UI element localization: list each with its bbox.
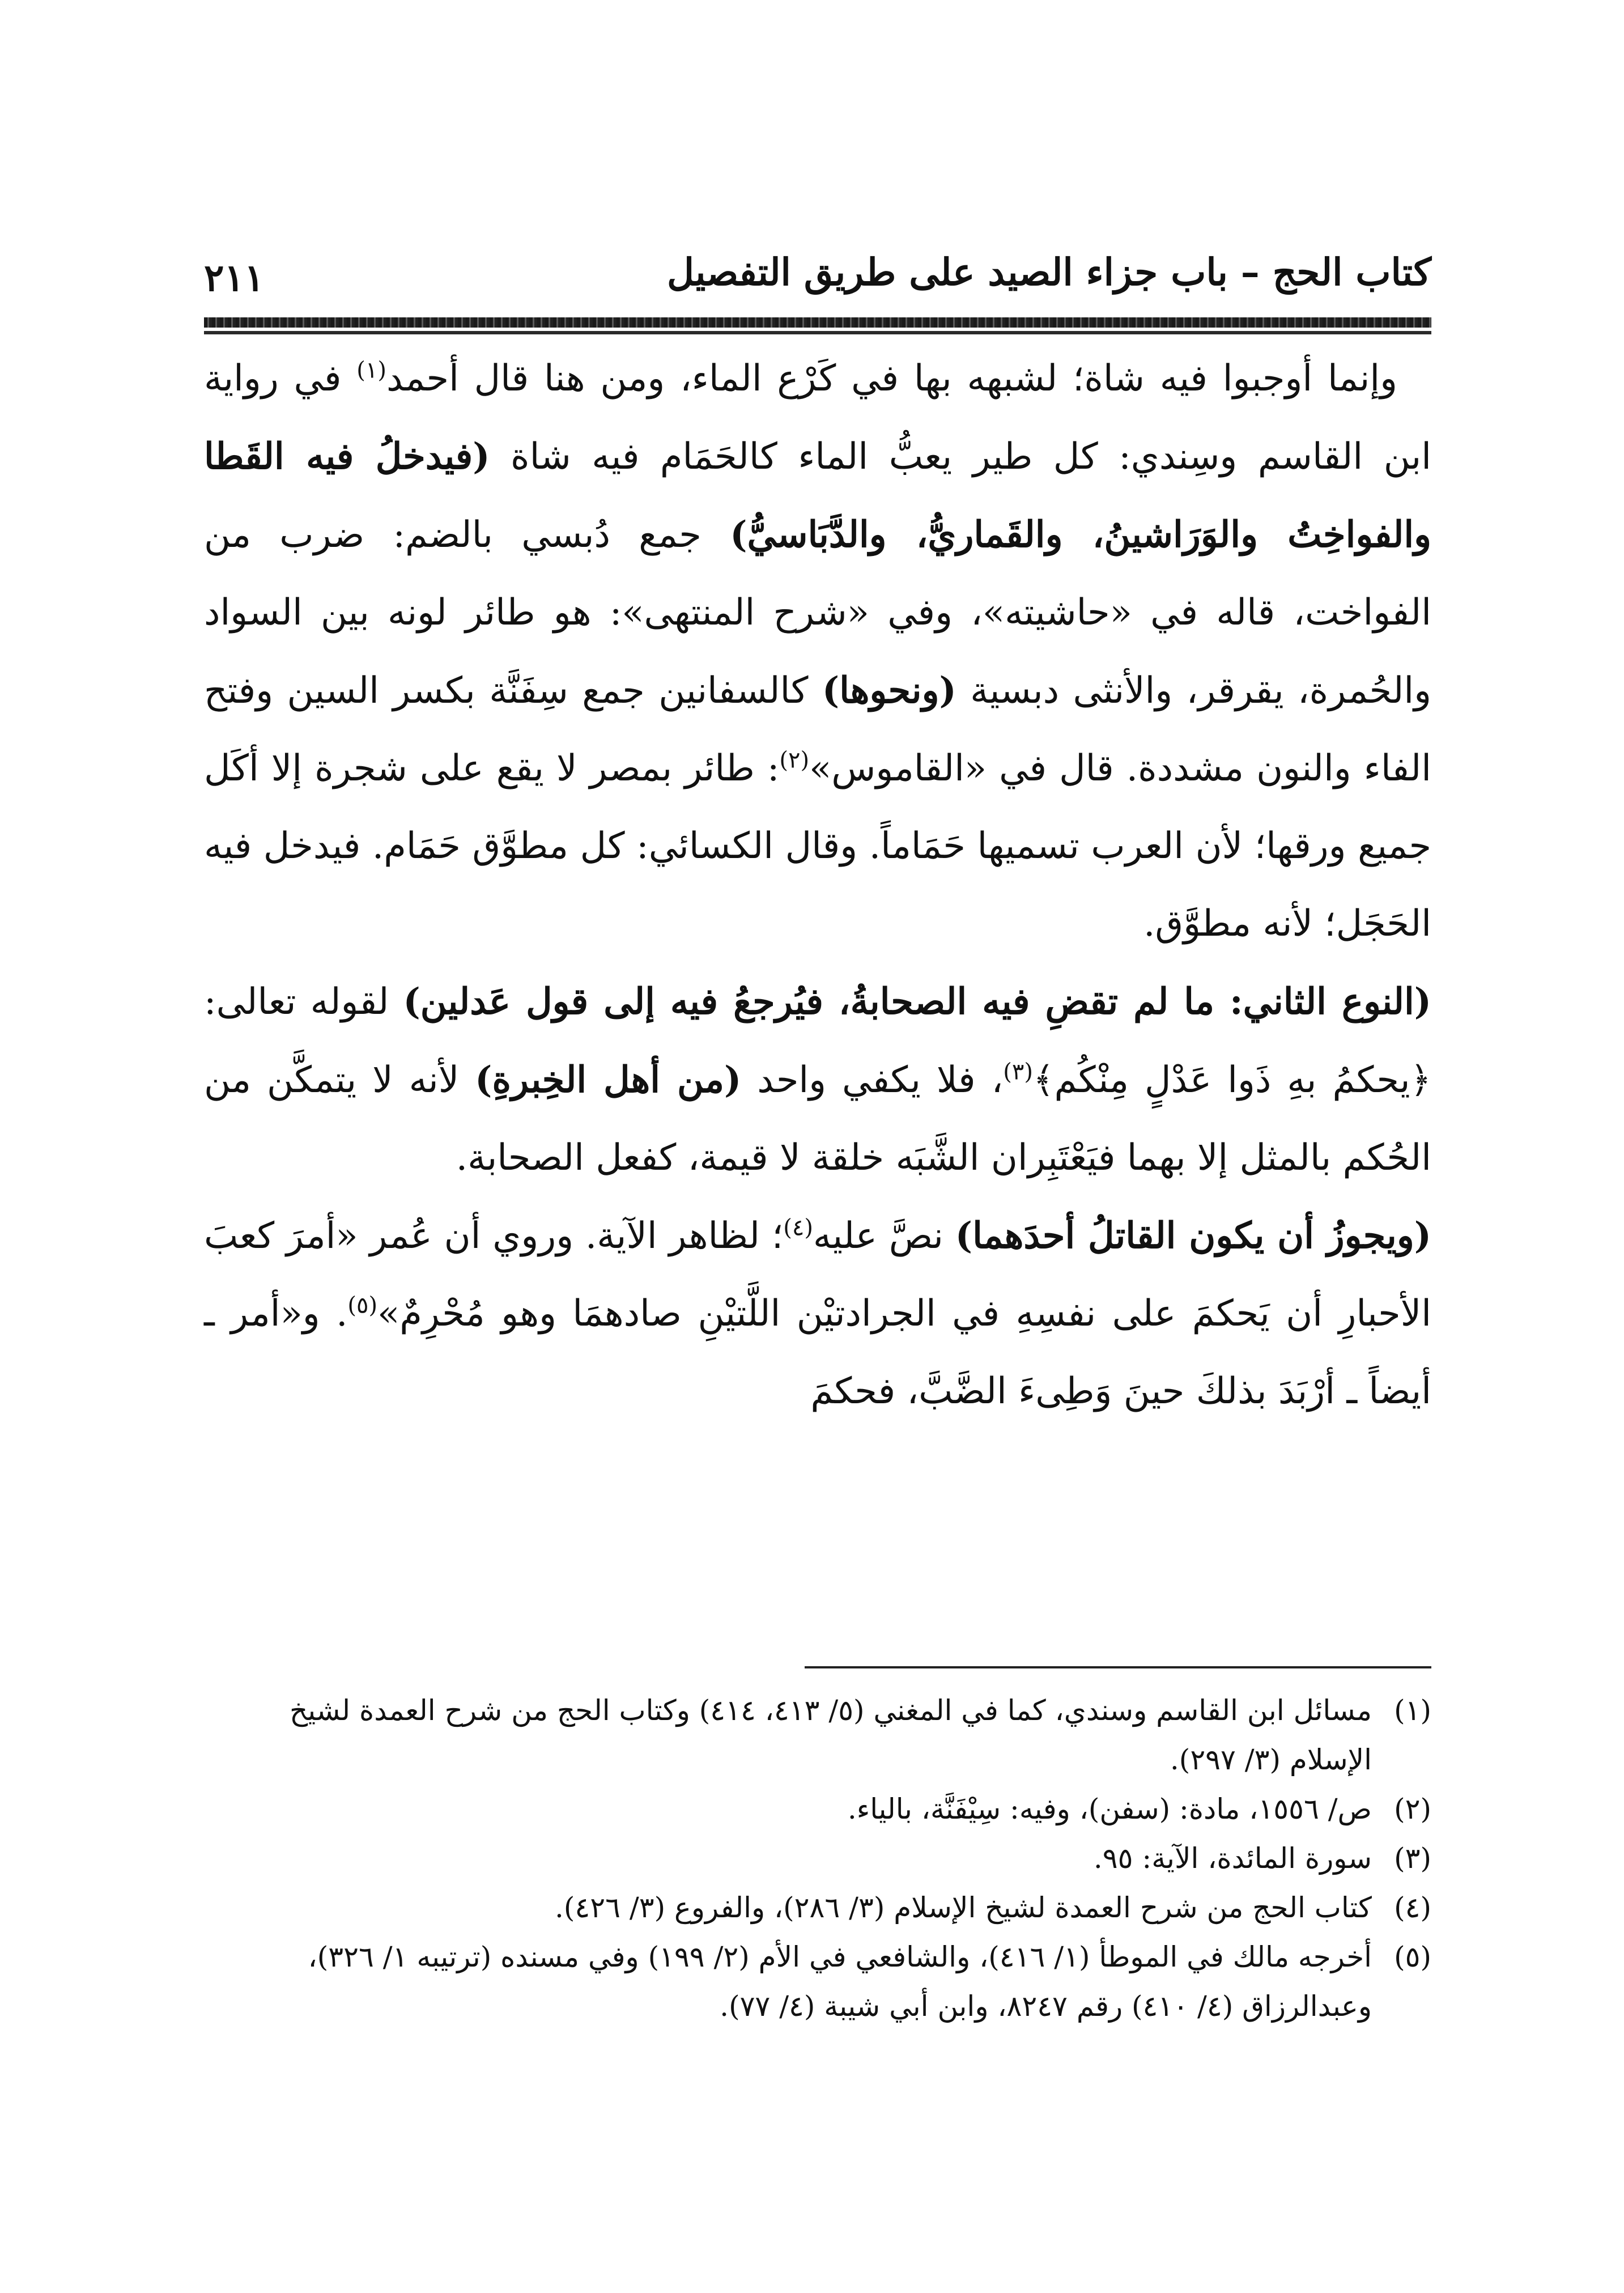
matn-text: (من أهل الخِبرةِ): [475, 1059, 742, 1101]
footnote-number: (٥): [1394, 1940, 1431, 1973]
text-run: نصَّ عليه: [813, 1215, 955, 1257]
matn-text: (فيدخلُ فيه القَطا والفواخِتُ والوَرَاشينُ، والقَماريُّ، والدَّبَاسيُّ): [204, 435, 1432, 556]
main-text: [204, 340, 1431, 1430]
paragraph-2: [204, 963, 1431, 1197]
footnote-ref: (٣): [1003, 1059, 1033, 1085]
text-run: وإنما أوجبوا فيه شاة؛ لشبهه بها في كَرْع الماء، ومن هنا قال أحمد: [386, 358, 1397, 400]
text-run: ، فلا يكفي واحد: [741, 1059, 1004, 1101]
footnote-text: ص/ ١٥٥٦، مادة: (سفن)، وفيه: سِيْفَنَّة، بالياء.: [847, 1793, 1372, 1825]
text-run: جمع دُبسي بالضم: ضرب من الفواخت، قاله في «حاشيته»، وفي «شرح المنتهى»: هو طائر لونه بين السواد والحُمرة، يقرقر، والأنثى دبسية: [204, 514, 1432, 712]
text-run: . و«أمر ـ أيضاً ـ أرْبَدَ بذلكَ حينَ وَطِىءَ الضَّبَّ، فحكمَ: [204, 1293, 1431, 1412]
running-header: [204, 238, 1431, 312]
footnote-3: [204, 1834, 1431, 1883]
footnote-text: كتاب الحج من شرح العمدة لشيخ الإسلام (٣/ ٢٨٦)، والفروع (٣/ ٤٢٦).: [555, 1891, 1372, 1924]
text-run: لأنه لا يتمكَّن من الحُكم بالمثل إلا بهما فيَعْتَبِران الشَّبَه خلقة لا قيمة، كفعل الصحابة.: [204, 1059, 1431, 1179]
footnote-1: [204, 1686, 1431, 1785]
footnote-ref: (٢): [779, 747, 810, 774]
footnote-number: (٣): [1394, 1842, 1431, 1875]
matn-text: (ويجوزُ أن يكون القاتلُ أحدَهما): [955, 1215, 1432, 1257]
text-run: كالسفانين جمع سِفَنَّة بكسر السين وفتح الفاء والنون مشددة. قال في «القاموس»: [204, 670, 1432, 789]
footnote-separator: [805, 1666, 1431, 1668]
footnote-number: (١): [1394, 1694, 1431, 1727]
header-rule-thin: [204, 331, 1431, 334]
matn-text: (ونحوها): [822, 669, 956, 712]
paragraph-3: [204, 1197, 1431, 1430]
text-run: في رواية ابن القاسم وسِندي: كل طير يعبُّ الماء كالحَمَام فيه شاة: [204, 358, 1432, 478]
header-rule: [204, 317, 1431, 328]
page-number: ٢١١: [204, 256, 265, 300]
footnote-text: أخرجه مالك في الموطأ (١/ ٤١٦)، والشافعي في الأم (٢/ ١٩٩) وفي مسنده (ترتيبه ١/ ٣٢٦)، وعبدالرزاق (٤/ ٤١٠) رقم ٨٢٤٧، وابن أبي شيبة (٤/ ٧٧).: [308, 1940, 1372, 2023]
footnote-2: [204, 1785, 1431, 1834]
text-run: ؛ لظاهر الآية. وروي أن عُمر «أمرَ كعبَ الأحبارِ أن يَحكمَ على نفسِهِ في الجرادتيْن اللَّتيْنِ صادهمَا وهو مُحْرِمٌ»: [204, 1215, 1432, 1335]
footnote-4: [204, 1883, 1431, 1933]
matn-text: (النوع الثاني: ما لم تقضِ فيه الصحابةُ، فيُرجعُ فيه إلى قول عَدلين): [403, 980, 1432, 1023]
paragraph-1: [204, 340, 1431, 963]
footnote-text: سورة المائدة، الآية: ٩٥.: [1093, 1842, 1372, 1875]
footnote-ref: (٥): [347, 1292, 378, 1319]
chapter-title: كتاب الحج – باب جزاء الصيد على طريق التفصيل: [667, 250, 1431, 294]
footnote-ref: (١): [356, 357, 386, 384]
footnote-5: [204, 1933, 1431, 2031]
footnote-text: مسائل ابن القاسم وسندي، كما في المغني (٥/ ٤١٣، ٤١٤) وكتاب الحج من شرح العمدة لشيخ الإسلام (٣/ ٢٩٧).: [289, 1694, 1372, 1776]
footnotes: [204, 1686, 1431, 2031]
text-run: : طائر بمصر لا يقع على شجرة إلا أكَل جميع ورقها؛ لأن العرب تسميها حَمَاماً. وقال الكسائي: كل مطوَّق حَمَام. فيدخل فيه الحَجَل؛ لأنه مطوَّق.: [204, 748, 1431, 945]
footnote-number: (٤): [1394, 1891, 1431, 1924]
text-run: لقوله تعالى: ﴿يحكمُ بهِ ذَوا عَدْلٍ مِنْكُم﴾: [204, 981, 1431, 1101]
footnote-number: (٢): [1394, 1793, 1431, 1825]
footnote-ref: (٤): [783, 1215, 813, 1241]
